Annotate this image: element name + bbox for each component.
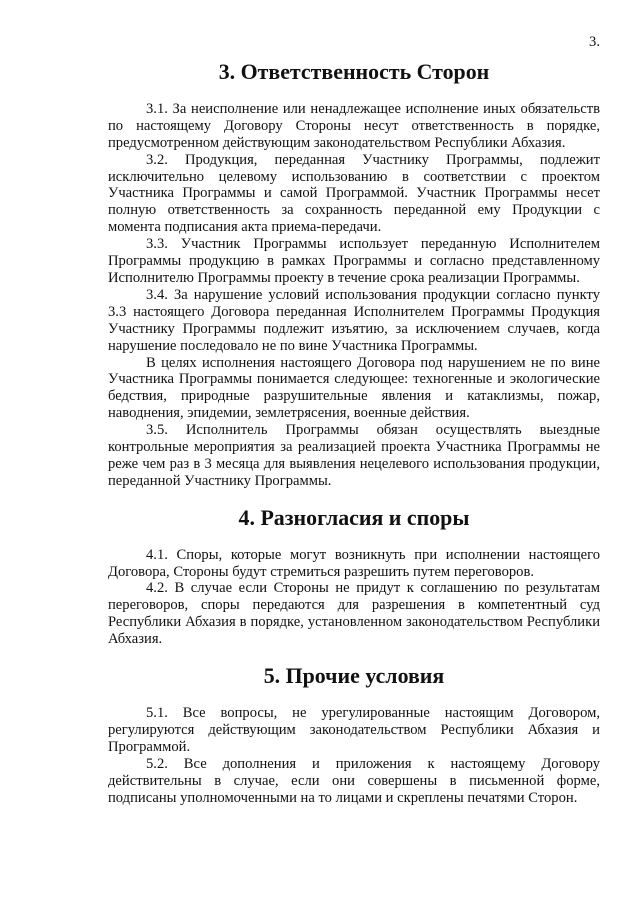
paragraph-5-1: 5.1. Все вопросы, не урегулированные настоящим Договором, регулируются действующим законодательством Республики Абхазия и Программой. [108, 705, 600, 755]
page-number: 3. [589, 34, 600, 50]
section-4-title: 4. Разногласия и споры [238, 504, 470, 530]
paragraph-3-4-note: В целях исполнения настоящего Договора под нарушением не по вине Участника Программы понимается следующее: техногенные и экологические бедствия, природные разрушительные явления и катаклизмы, пожар, наводнения, эпидемии, землетрясения, военные действия. [108, 354, 600, 422]
paragraph-4-1: 4.1. Споры, которые могут возникнуть при исполнении настоящего Договора, Стороны будут стремиться разрешить путем переговоров. [108, 546, 600, 580]
paragraph-4-2: 4.2. В случае если Стороны не придут к соглашению по результатам переговоров, споры передаются для разрешения в компетентный суд Республики Абхазия в порядке, установленном законодательством Республики Абхазия. [108, 580, 600, 648]
section-5-title: 5. Прочие условия [263, 663, 445, 689]
paragraph-3-4: 3.4. За нарушение условий использования продукции согласно пункту 3.3 настоящего Договора переданная Исполнителем Программы Продукция Участнику Программы подлежит изъятию, за исключением случаев, когда нарушение последовало не по вине Участника Программы. [108, 286, 600, 354]
paragraph-3-3: 3.3. Участник Программы использует переданную Исполнителем Программы продукцию в рамках Программы и согласно представленному Исполнителю Программы проекту в течение срока реализации Программы. [108, 236, 600, 286]
paragraph-3-5: 3.5. Исполнитель Программы обязан осуществлять выездные контрольные мероприятия за реализацией проекта Участника Программы не реже чем раз в 3 месяца для выявления нецелевого использования продукции, переданной Участнику Программы. [108, 422, 600, 489]
paragraph-3-2: 3.2. Продукция, переданная Участнику Программы, подлежит исключительно целевому использованию в соответствии с проектом Участника Программы и самой Программой. Участник Программы несет полную ответственность за сохранность переданной ему Продукции с момента подписания акта приема-передачи. [108, 151, 600, 236]
paragraph-5-2: 5.2. Все дополнения и приложения к настоящему Договору действительны в случае, если они совершены в письменной форме, подписаны уполномоченными на то лицами и скреплены печатями Сторон. [108, 755, 600, 806]
paragraph-3-1: 3.1. За неисполнение или ненадлежащее исполнение иных обязательств по настоящему Договору Стороны несут ответственность в порядке, предусмотренном действующим законодательством Республики Абхазия. [108, 100, 600, 151]
section-3-title: 3. Ответственность Сторон [218, 59, 490, 84]
